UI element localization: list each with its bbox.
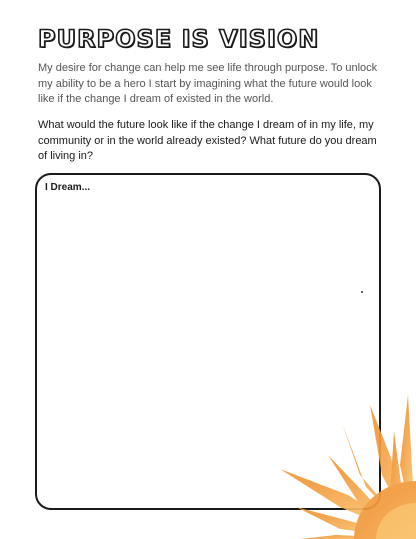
sun-icon (270, 395, 416, 539)
stray-dot (361, 291, 363, 293)
prompt-question: What would the future look like if the change I dream of in my life, my community or in the world already existed? What future do you dream of living in? (38, 119, 377, 162)
dream-box-label: I Dream... (45, 182, 91, 193)
page-title: PURPOSE IS VISION (38, 25, 320, 53)
intro-paragraph: My desire for change can help me see life through purpose. To unlock my ability to be a hero I start by imagining what the future would look like if the change I dream of existed in the world. (38, 62, 378, 105)
